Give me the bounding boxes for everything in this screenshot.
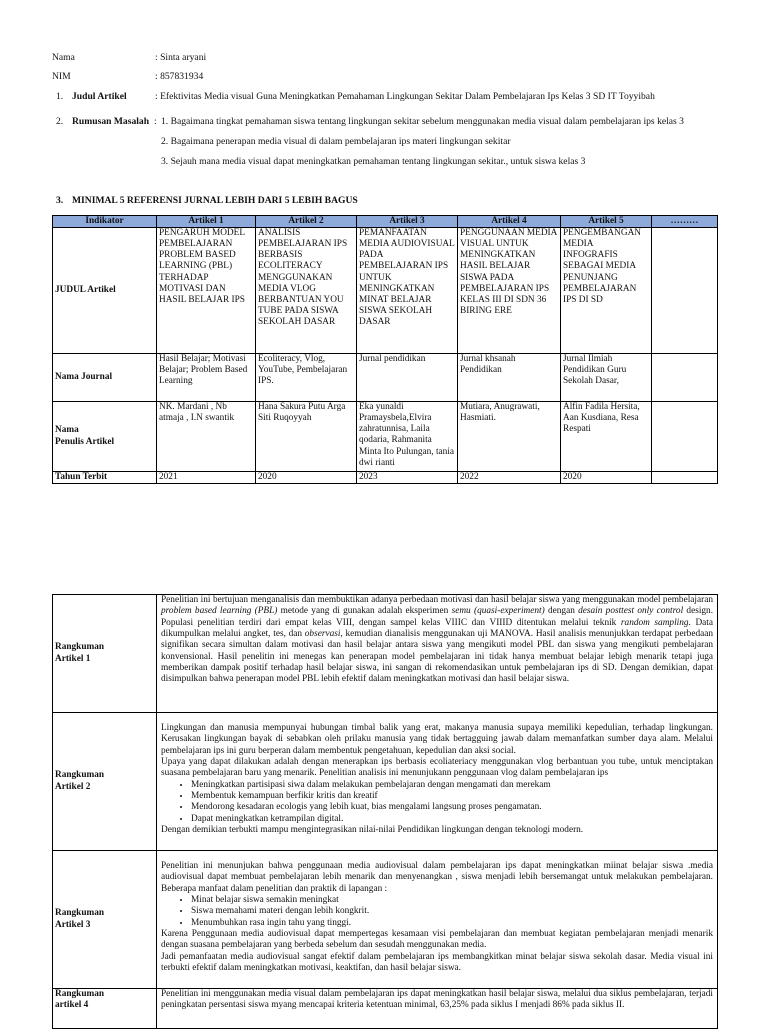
summary-label-line: Artikel 1 bbox=[55, 653, 91, 664]
tahun-row-label: Tahun Terbit bbox=[53, 472, 157, 484]
summary-bullet: • Siswa memahami materi dengan lebih kongkrit. bbox=[191, 906, 713, 917]
summary-text-4: Penelitian ini menggunakan media visual dalam pembelajaran ips dapat meningkatkan hasil belajar siswa, melalui dua siklus pembelajaran, terjadi peningkatan persentasi siswa myang mencapai kriteria ketentuan minimal, 63,25% pada siklus I menjadi 86% pada siklus II. bbox=[157, 989, 718, 1029]
tahun-cell-empty bbox=[652, 472, 718, 484]
rumusan-item-3: 3. Sejauh mana media visual dapat meningkatkan pemahaman tentang lingkungan sekitar., untuk siswa kelas 3 bbox=[161, 156, 586, 167]
summary-label-line: Rangkuman bbox=[55, 908, 105, 919]
nim-label: NIM bbox=[52, 71, 71, 82]
rumusan-label: Rumusan Masalah bbox=[72, 116, 150, 127]
summary-text-italic: semu (quasi-experiment) bbox=[451, 606, 545, 617]
summary-label-1 bbox=[53, 595, 157, 713]
summary-text-3 bbox=[157, 851, 718, 989]
summary-label-2 bbox=[53, 713, 157, 851]
judul-cell: PEMANFAATAN MEDIA AUDIOVISUAL PADA PEMBELAJARAN IPS UNTUK MENINGKATKAN MINAT BELAJAR SISWA SEKOLAH DASAR bbox=[357, 228, 458, 354]
penulis-cell-empty bbox=[652, 402, 718, 472]
summary-text-run: , kemudian dianalisis menggunakan uji MANOVA. Hasil analisis menunjukkan terdapat perbedaan signifikan secara simultan dalam motivasi dan hasil belajar antara siswa yang mengikuti model PBL dan siswa yang mengikuti pembelajaran konvensional. Hasil penelitin ini menegas kan penerapan model pembelajaran ini tidak hanya membuat belajar lebigh menarik tetapi juga memberikan dampak positif terhadap hasil belajar siswa, ini sangan di rekomendasikan untuk pembelajaran ips di SD. Dengan demikian, dapat disimpulkan bahwa penerapan model PBL lebih efektif dalam meningkatkan motivasi dan hasil belajar siswa. bbox=[161, 628, 713, 685]
rumusan-item-1: 1. Bagaimana tingkat pemahaman siswa tentang lingkungan sekitar sebelum menggunakan media visual dalam pembelajaran ips kelas 3 bbox=[161, 116, 684, 127]
summary-row-3 bbox=[53, 851, 718, 989]
summary-text-run: . Data dikumpulkan melalui angket, tes, dan bbox=[161, 617, 713, 639]
summary-row-4 bbox=[53, 989, 718, 1029]
summary-text-italic: random sampling bbox=[620, 617, 689, 628]
reference-header-row bbox=[53, 216, 718, 228]
journal-cell: Hasil Belajar; Motivasi Belajar; Problem Based Learning bbox=[157, 354, 256, 402]
header-artikel-1: Artikel 1 bbox=[157, 216, 256, 228]
penulis-cell: NK. Mardani , Nb atmaja , I.N swantik bbox=[157, 402, 256, 472]
judul-row bbox=[53, 228, 718, 354]
section3-number: 3. bbox=[56, 195, 64, 206]
rumusan-colon: : bbox=[154, 116, 157, 127]
tahun-cell: 2020 bbox=[561, 472, 652, 484]
summary-paragraph: Karena Penggunaan media audiovisual dapat mempertegas kesamaan visi pembelajaran dan membuat kegiatan pembelajaran menjadi menarik dengan suasana pembelajaran yang berbeda sebelum dan sesudah menggunakan media. bbox=[161, 928, 713, 951]
summary-text-italic: observasi bbox=[304, 628, 341, 639]
judul-value: : Efektivitas Media visual Guna Meningkatkan Pemahaman Lingkungan Sekitar Dalam Pembelajaran Ips Kelas 3 SD IT Toyyibah bbox=[155, 91, 655, 102]
journal-cell: Jurnal pendidikan bbox=[357, 354, 458, 402]
header-artikel-3: Artikel 3 bbox=[357, 216, 458, 228]
judul-number: 1. bbox=[56, 91, 64, 102]
summary-bullet: • Meningkatkan partisipasi siwa dalam melakukan pembelajaran dengan mengamati dan merekam bbox=[191, 780, 713, 791]
summary-bullet: • Minat belajar siswa semakin meningkat bbox=[191, 895, 713, 906]
summary-text-italic: desain posttest only control bbox=[578, 606, 684, 617]
penulis-label-line-2: Penulis Artikel bbox=[55, 436, 115, 447]
summary-text-run: dengan bbox=[544, 606, 579, 617]
summary-bullet-list bbox=[161, 780, 713, 825]
summary-paragraph: Penelitian ini menunjukan bahwa penggunaan media audiovisual dalam pembelajaran ips dapat meningkatkan miinat belajar siswa .media audiovisual dapat membuat pembelajaran lebih menarik dan menyenangkan , siswa menjadi lebih bersemangat untuk melakukan pembelajaran. Beberapa manfaat dalam penelitian dan praktik di lapangan : bbox=[161, 861, 713, 894]
summary-label-line: Rangkuman bbox=[55, 989, 105, 999]
summary-paragraph: Upaya yang dapat dilakukan adalah dengan menerapkan ips berbasis ecoliateriacy menggunakan vlog berbantuan you tube, untuk menciptakan suasana pembelajaran baru yang menarik. Penelitian analisis ini menunjukann penggunaan vlog dalam pembelajaran ips bbox=[161, 756, 713, 779]
summary-text-run: Penelitian ini bertujuan menganalisis dan membuktikan adanya perbedaan motivasi dan hasil belajar siswa yang menggunakan model pembelajaran bbox=[161, 595, 713, 605]
penulis-row bbox=[53, 402, 718, 472]
penulis-row-label bbox=[53, 402, 157, 472]
summary-text-run: design. Populasi penelitian terdiri dari empat kelas VIII, dengan sampel kelas VIIIC dan VIIID ditentukan melalui teknik bbox=[161, 606, 714, 628]
tahun-cell: 2022 bbox=[458, 472, 561, 484]
judul-cell-empty bbox=[652, 228, 718, 354]
penulis-cell: Alfin Fadila Hersita, Aan Kusdiana, Resa Respati bbox=[561, 402, 652, 472]
journal-row bbox=[53, 354, 718, 402]
header-more: ……… bbox=[652, 216, 718, 228]
summary-text-1 bbox=[157, 595, 718, 713]
rumusan-item-2: 2. Bagaimana penerapan media visual di dalam pembelajaran ips materi lingkungan sekitar bbox=[161, 136, 511, 147]
summary-bullet: • Dapat meningkatkan ketrampilan digital. bbox=[191, 814, 713, 825]
judul-label: Judul Artikel bbox=[72, 91, 127, 102]
summary-row-2 bbox=[53, 713, 718, 851]
journal-cell: Jurnal khsanah Pendidikan bbox=[458, 354, 561, 402]
header-indikator: Indikator bbox=[53, 216, 157, 228]
summary-bullet: • Menumbuhkan rasa ingin tahu yang tinggi. bbox=[191, 918, 713, 929]
summary-label-line: Artikel 2 bbox=[55, 781, 91, 792]
summary-text-run: metode yang di gunakan adalah eksperimen bbox=[277, 606, 452, 617]
summary-label-3 bbox=[53, 851, 157, 989]
tahun-cell: 2023 bbox=[357, 472, 458, 484]
header-artikel-2: Artikel 2 bbox=[256, 216, 357, 228]
summary-text-2 bbox=[157, 713, 718, 851]
summary-label-line: artikel 4 bbox=[55, 1000, 89, 1011]
summary-label-line: Rangkuman bbox=[55, 770, 105, 781]
summary-paragraph: Dengan demikian terbukti mampu mengintegrasikan nilai-nilai Pendidikan lingkungan dengan teknologi modern. bbox=[161, 824, 584, 835]
judul-cell: ANALISIS PEMBELAJARAN IPS BERBASIS ECOLITERACY MENGGUNAKAN MEDIA VLOG BERBANTUAN YOU TUBE PADA SISWA SEKOLAH DASAR bbox=[256, 228, 357, 354]
penulis-cell: Mutiara, Anugrawati, Hasmiati. bbox=[458, 402, 561, 472]
tahun-cell: 2021 bbox=[157, 472, 256, 484]
summary-bullet: • Membentuk kemampuan berfikir kritis dan kreatif bbox=[191, 791, 713, 802]
nama-value: : Sinta aryani bbox=[155, 52, 207, 63]
journal-cell-empty bbox=[652, 354, 718, 402]
summary-label-line: Rangkuman bbox=[55, 642, 105, 653]
summary-label-line: Artikel 3 bbox=[55, 919, 91, 930]
judul-row-label: JUDUL Artikel bbox=[53, 228, 157, 354]
journal-cell: Jurnal Ilmiah Pendidikan Guru Sekolah Dasar, bbox=[561, 354, 652, 402]
penulis-cell: Hana Sakura Putu Arga Siti Ruqoyyah bbox=[256, 402, 357, 472]
header-artikel-4: Artikel 4 bbox=[458, 216, 561, 228]
tahun-row bbox=[53, 472, 718, 484]
section3-title: MINIMAL 5 REFERENSI JURNAL LEBIH DARI 5 LEBIH BAGUS bbox=[72, 195, 358, 206]
summary-table bbox=[52, 594, 718, 1029]
summary-paragraph: Lingkungan dan manusia mempunyai hubungan timbal balik yang erat, makanya manusia supaya memiliki kepedulian, terhadap lingkungan. Kerusakan lingkungan bayak di sebabkan oleh prilaku manusia yang tidak bertagguing jawab dalam memanfatkan sumber daya alam. Melalui pembelajaran ips ini guru berperan dalam membentuk pengetahuan, kepedulian dan aksi social. bbox=[161, 723, 713, 756]
rumusan-number: 2. bbox=[56, 116, 64, 127]
summary-text-italic: problem based learning (PBL) bbox=[161, 606, 278, 617]
penulis-label-line-1: Nama bbox=[55, 425, 79, 436]
judul-cell: PENGGUNAAN MEDIA VISUAL UNTUK MENINGKATKAN HASIL BELAJAR SISWA PADA PEMBELAJARAN IPS KELAS III DI SDN 36 BIRING ERE bbox=[458, 228, 561, 354]
tahun-cell: 2020 bbox=[256, 472, 357, 484]
summary-bullet: • Mendorong kesadaran ecologis yang lebih kuat, bias mengalami langsung proses pengamatan. bbox=[191, 802, 713, 813]
nim-value: : 857831934 bbox=[155, 71, 204, 82]
judul-cell: PENGEMBANGAN MEDIA INFOGRAFIS SEBAGAI MEDIA PENUNJANG PEMBELAJARAN IPS DI SD bbox=[561, 228, 652, 354]
summary-row-1 bbox=[53, 595, 718, 713]
reference-table bbox=[52, 215, 718, 484]
judul-cell: PENGARUH MODEL PEMBELAJARAN PROBLEM BASED LEARNING (PBL) TERHADAP MOTIVASI DAN HASIL BELAJAR IPS bbox=[157, 228, 256, 354]
penulis-cell: Eka yunaldi Pramaysbela,Elvira zahratunnisa, Laila qodaria, Rahmanita Minta Ito Pulungan, tania dwi rianti bbox=[357, 402, 458, 472]
journal-cell: Ecoliteracy, Vlog, YouTube, Pembelajaran IPS. bbox=[256, 354, 357, 402]
summary-bullet-list bbox=[161, 895, 713, 929]
header-artikel-5: Artikel 5 bbox=[561, 216, 652, 228]
nama-label: Nama bbox=[52, 52, 75, 63]
summary-label-4 bbox=[53, 989, 157, 1029]
summary-paragraph: Jadi pemanfaatan media audiovisual sangat efektif dalam pembelajaran ips membangkitkan minat belajar siswa sekolah dasar. Media visual ini terbukti efektif dalam meningkatkan motivasi, keaktifan, dan hasil belajar siswa. bbox=[161, 951, 713, 973]
journal-row-label: Nama Journal bbox=[53, 354, 157, 402]
